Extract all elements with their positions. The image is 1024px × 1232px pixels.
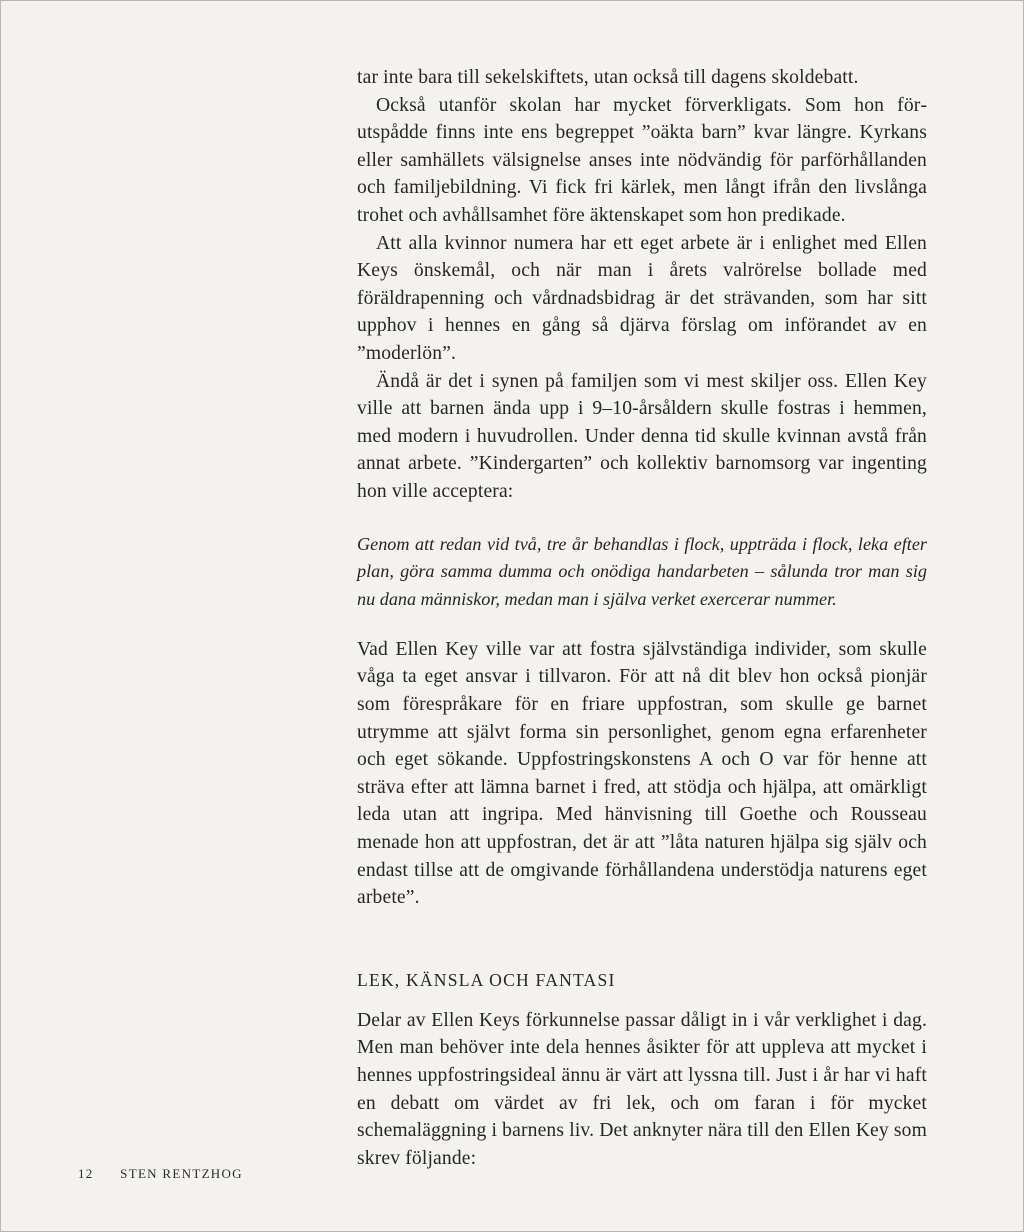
paragraph-1: tar inte bara till sekelskiftets, utan också till dagens skoldebatt. xyxy=(357,67,859,88)
paragraph-4: Ändå är det i synen på familjen som vi mest skiljer oss. Ellen Key ville att barnen ända upp i 9–10-årsåldern skulle fostras i hemmen, med modern i huvudrollen. Under denna tid skulle kvinnan avstå från annat arbete. ”Kindergarten” och kollektiv barnomsorg var ingenting hon ville acceptera: xyxy=(357,370,927,502)
text-column xyxy=(357,64,927,1172)
author-name: STEN RENTZHOG xyxy=(120,1166,243,1181)
page-number: 12 xyxy=(78,1166,94,1181)
page-footer xyxy=(78,1166,243,1182)
paragraph-3: Att alla kvinnor numera har ett eget arbete är i enlighet med Ellen Keys önskemål, och när man i årets valrörelse bollade med föräldrapenning och vårdnadsbidrag är det strävanden, som har sitt upphov i hennes en gång så djärva förslag om införandet av en ”moderlön”. xyxy=(357,232,927,364)
paragraph-2: Också utanför skolan har mycket förverkligats. Som hon förutspådde finns inte ens begreppet ”oäkta barn” kvar längre. Kyrkans eller samhällets välsignelse anses inte nödvändig för parförhållanden och familjebildning. Vi fick fri kärlek, men långt ifrån den livslånga trohet och avhållsamhet före äktenskapet som hon predikade. xyxy=(357,94,927,226)
section-heading: LEK, KÄNSLA OCH FANTASI xyxy=(357,969,616,990)
paragraph-6: Delar av Ellen Keys förkunnelse passar dåligt in i vår verklighet i dag. Men man behöver inte dela hennes åsikter för att uppleva att mycket i hennes uppfostringsideal ännu är värt att lyssna till. Just i år har vi haft en debatt om värdet av fri lek, och om faran i för mycket schemaläggning i barnens liv. Det anknyter nära till den Ellen Key som skrev följande: xyxy=(357,1009,927,1169)
paragraph-5: Vad Ellen Key ville var att fostra självständiga individer, som skulle våga ta eget ansvar i tillvaron. För att nå dit blev hon också pionjär som förespråkare för en friare uppfostran, som skulle ge barnet utrymme att självt forma sin personlighet, genom egna erfarenheter och eget sökande. Uppfostringskonstens A och O var för henne att sträva efter att lämna barnet i fred, att stödja och hjälpa, att omärkligt leda utan att ingripa. Med hänvisning till Goethe och Rousseau menade hon att uppfostran, det är att ”låta naturen hjälpa sig själv och endast tillse att de omgivande förhållandena understödja naturens eget arbete”. xyxy=(357,638,927,909)
block-quote: Genom att redan vid två, tre år behandlas i flock, uppträda i flock, leka efter plan, göra samma dumma och onödiga handarbeten – sålunda tror man sig nu dana människor, medan man i själva verket exercerar nummer. xyxy=(357,533,927,610)
